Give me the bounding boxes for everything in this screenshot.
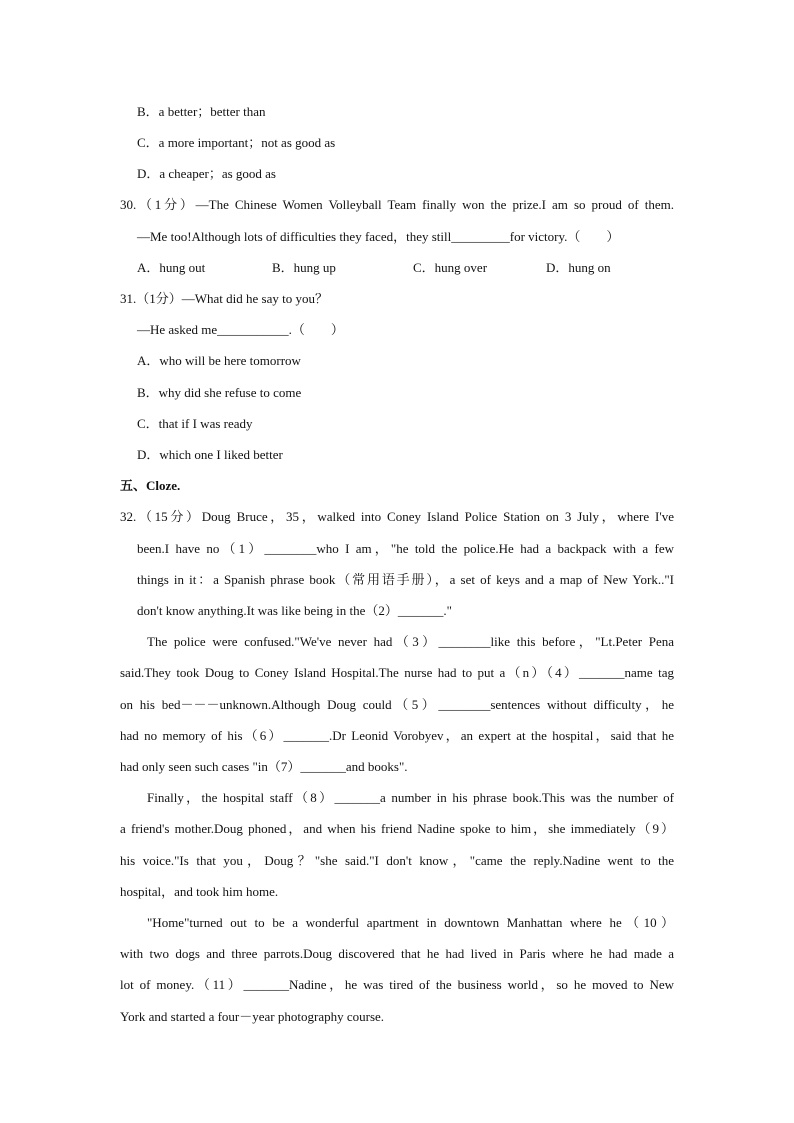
q30-line2: —Me too!Although lots of difficulties they faced，they still_________for victory.（ ） <box>137 229 620 244</box>
passage-line: with two dogs and three parrots.Doug discovered that he had lived in Paris where he had made a <box>120 946 674 961</box>
passage-line: hospital，and took him home. <box>120 884 279 899</box>
passage-line: been.I have no（1）________who I am，"he told the police.He had a backpack with a few <box>137 541 674 556</box>
passage-line: things in it：a Spanish phrase book（常用语手册），a set of keys and a map of New York.."I <box>137 572 674 587</box>
passage-line: on his bed－－－unknown.Although Doug could（5）________sentences without difficulty，he <box>120 697 674 712</box>
passage-line: York and started a four－year photography course. <box>120 1009 385 1024</box>
q30-option-d: D．hung on <box>546 260 611 275</box>
q31-stem: 31.（1分）—What did he say to you？ <box>120 291 328 306</box>
section-heading: 五、Cloze. <box>120 478 181 493</box>
passage-line: 32.（15分）Doug Bruce，35，walked into Coney Island Police Station on 3 July，where I've <box>120 509 674 524</box>
passage-line: a friend's mother.Doug phoned，and when his friend Nadine spoke to him，she immediately（9） <box>120 821 674 836</box>
q31-option-b: B．why did she refuse to come <box>137 385 302 400</box>
q29-option-c: C．a more important；not as good as <box>137 135 336 150</box>
q30-option-a: A．hung out <box>137 260 206 275</box>
passage-line: lot of money.（11）_______Nadine，he was tired of the business world，so he moved to New <box>120 977 674 992</box>
passage-line: said.They took Doug to Coney Island Hospital.The nurse had to put a（n）（4）_______name tag <box>120 665 674 680</box>
q31-option-d: D．which one I liked better <box>137 447 283 462</box>
q30-stem: 30.（1分）—The Chinese Women Volleyball Team finally won the prize.I am so proud of them. <box>120 197 674 212</box>
passage-line: his voice."Is that you，Doug？"she said."I don't know，"came the reply.Nadine went to the <box>120 853 674 868</box>
q29-option-b: B．a better；better than <box>137 104 266 119</box>
q30-option-c: C．hung over <box>413 260 488 275</box>
passage-line: had no memory of his（6）_______.Dr Leonid Vorobyev，an expert at the hospital，said that he <box>120 728 674 743</box>
passage-line: Finally，the hospital staff（8）_______a number in his phrase book.This was the number of <box>147 790 674 805</box>
q30-options <box>137 260 617 276</box>
q31-option-c: C．that if I was ready <box>137 416 253 431</box>
q31-option-a: A．who will be here tomorrow <box>137 353 301 368</box>
passage-line: had only seen such cases "in（7）_______and books". <box>120 759 408 774</box>
q29-option-d: D．a cheaper；as good as <box>137 166 276 181</box>
q30-option-b: B．hung up <box>272 260 336 275</box>
passage-line: "Home"turned out to be a wonderful apartment in downtown Manhattan where he（10） <box>147 915 674 930</box>
passage-line: don't know anything.It was like being in the（2）_______." <box>137 603 452 618</box>
q31-line2: —He asked me___________.（ ） <box>137 322 344 337</box>
passage-line: The police were confused."We've never had（3）________like this before，"Lt.Peter Pena <box>147 634 674 649</box>
